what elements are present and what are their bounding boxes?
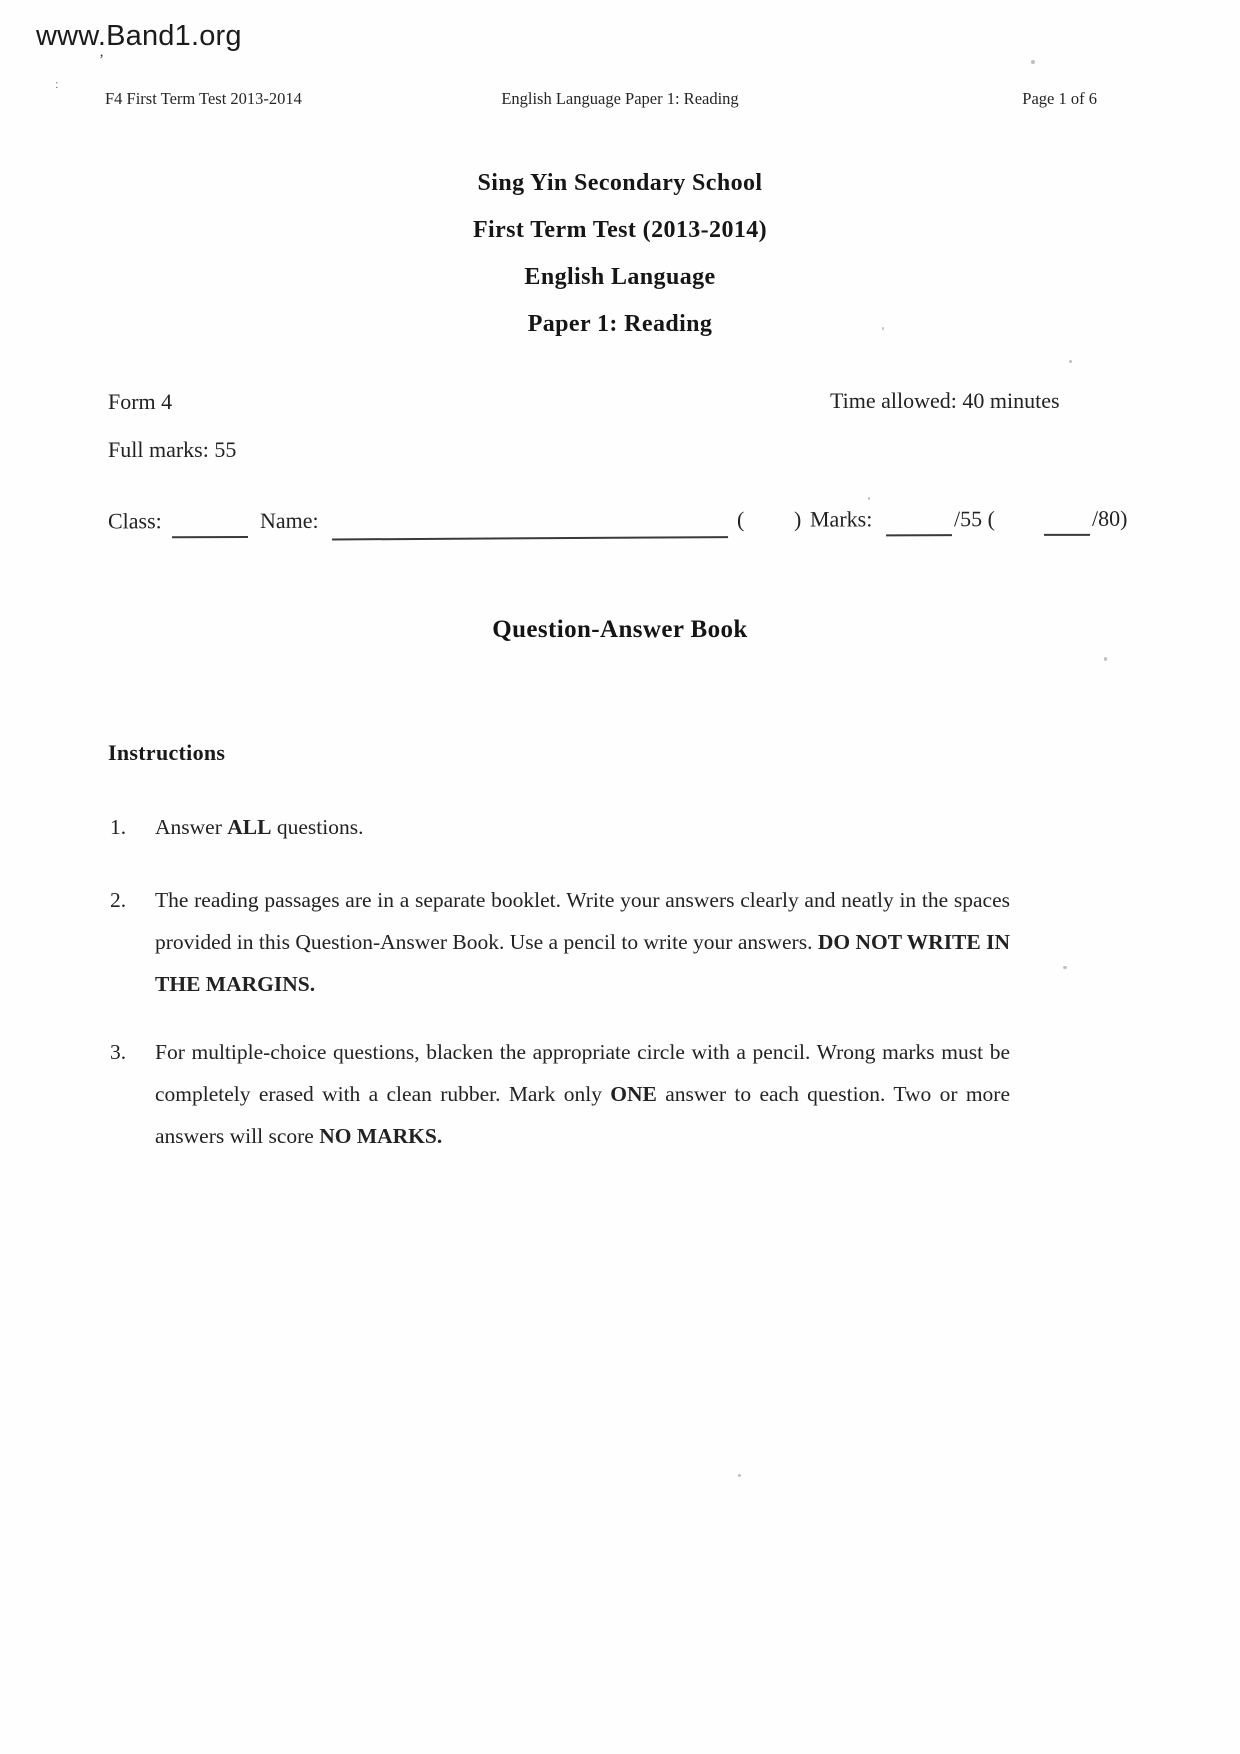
scan-artifact bbox=[1031, 60, 1035, 64]
instruction-item-3 bbox=[108, 1031, 1010, 1157]
scan-artifact bbox=[868, 497, 870, 500]
scan-artifact bbox=[1104, 657, 1107, 661]
instruction-number: 3. bbox=[110, 1040, 127, 1064]
marks-out-of-80: /80) bbox=[1091, 505, 1128, 531]
class-number-close-paren: ) bbox=[793, 506, 802, 532]
scan-artifact: ː bbox=[55, 76, 59, 91]
running-header-left: F4 First Term Test 2013-2014 bbox=[105, 89, 302, 108]
instruction-number: 1. bbox=[110, 815, 127, 839]
instruction-item-2 bbox=[108, 879, 1010, 1005]
full-marks-label: Full marks: 55 bbox=[108, 437, 237, 462]
test-name: First Term Test (2013-2014) bbox=[472, 217, 768, 243]
exam-title-block bbox=[0, 160, 1240, 348]
scan-artifact bbox=[738, 1474, 741, 1477]
time-allowed-label: Time allowed: 40 minutes bbox=[830, 388, 1060, 413]
school-name: Sing Yin Secondary School bbox=[477, 170, 763, 196]
name-label: Name: bbox=[259, 507, 319, 533]
instructions-heading: Instructions bbox=[108, 740, 226, 765]
scan-artifact bbox=[882, 327, 884, 330]
instruction-text: For multiple-choice questions, blacken the appropriate circle with a pencil. Wrong marks must be completely erased with a clean rubber. Mark only ONE answer to each question. Two or more answers will score NO MARKS. bbox=[155, 1040, 1011, 1148]
scan-artifact bbox=[1069, 360, 1072, 363]
page-number: Page 1 of 6 bbox=[1022, 89, 1097, 108]
form-label: Form 4 bbox=[108, 389, 173, 414]
class-label: Class: bbox=[107, 508, 162, 534]
paper-name: Paper 1: Reading bbox=[527, 311, 713, 337]
question-answer-book-title: Question-Answer Book bbox=[492, 616, 748, 643]
instruction-number: 2. bbox=[110, 888, 127, 912]
instruction-item-1 bbox=[108, 806, 1010, 848]
marks-blank-line bbox=[886, 508, 952, 536]
marks-out-of-55: /55 ( bbox=[953, 506, 995, 532]
band1-watermark: www.Band1.org bbox=[36, 20, 242, 52]
class-blank-line bbox=[172, 510, 248, 538]
marks-label: Marks: bbox=[809, 506, 873, 532]
weighted-marks-blank-line bbox=[1044, 508, 1090, 536]
scan-artifact: ’ bbox=[99, 52, 104, 68]
instruction-text: Answer ALL questions. bbox=[155, 815, 364, 839]
subject-name: English Language bbox=[524, 264, 716, 290]
student-info-row bbox=[108, 504, 1168, 551]
name-blank-line bbox=[332, 510, 728, 540]
running-header-center: English Language Paper 1: Reading bbox=[501, 89, 739, 108]
class-number-open-paren: ( bbox=[736, 506, 745, 532]
instruction-text: The reading passages are in a separate booklet. Write your answers clearly and neatly in the spaces provided in this Question-Answer Book. Use a pencil to write your answers. DO NOT WRITE IN THE MARGINS. bbox=[155, 888, 1011, 996]
scan-artifact bbox=[1063, 966, 1067, 969]
